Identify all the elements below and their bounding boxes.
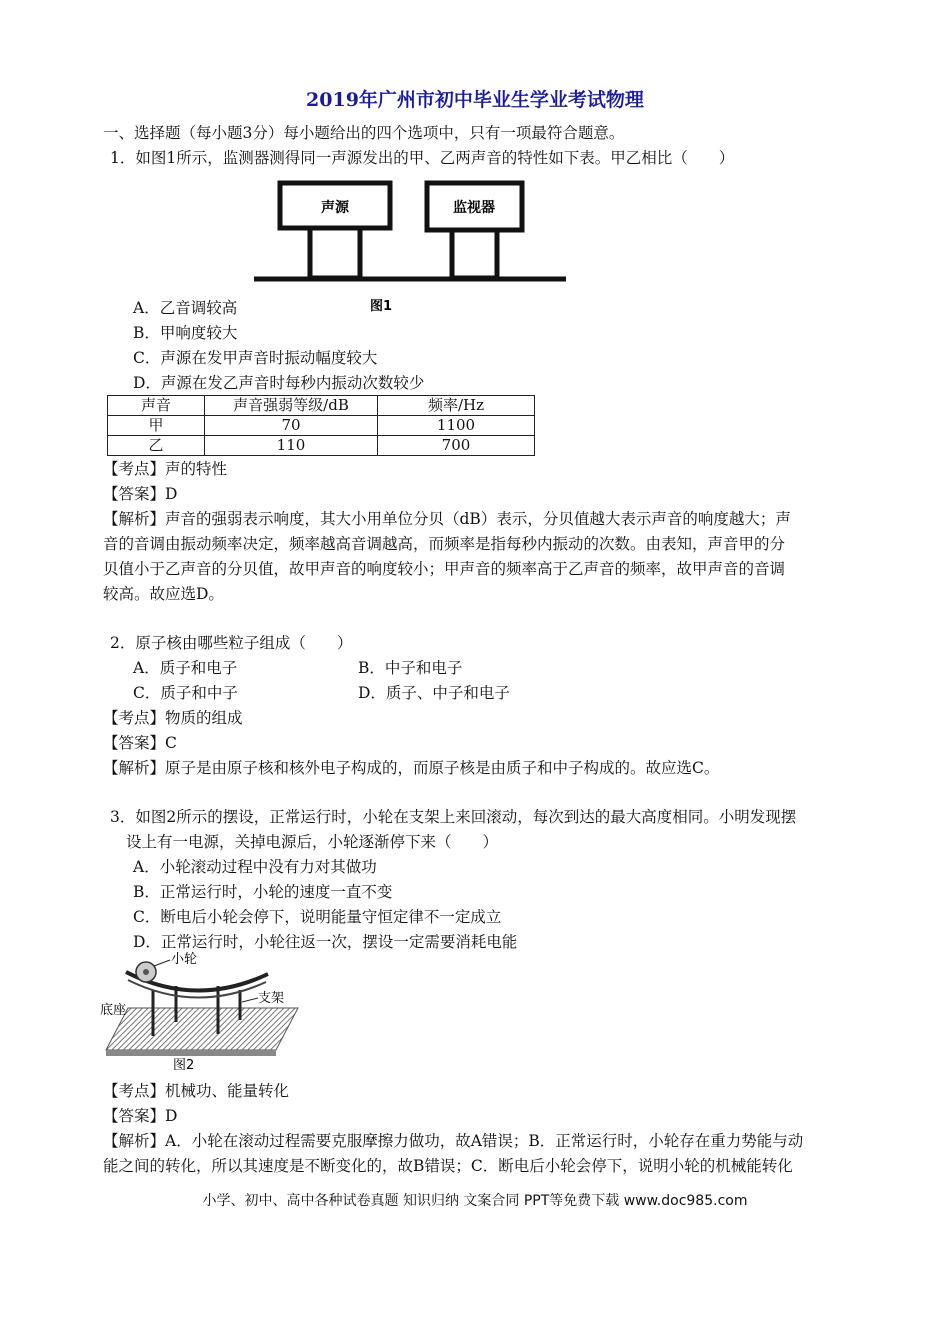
fig2-caption: 图2 — [173, 1058, 195, 1070]
table-cell: 乙 — [108, 436, 205, 456]
base-slab — [106, 1008, 298, 1050]
fig2-label-wheel: 小轮 — [171, 952, 198, 967]
table-cell: 700 — [378, 436, 535, 456]
q3-answer: 【答案】D — [103, 1107, 178, 1125]
q2-analysis: 【解析】原子是由原子核和核外电子构成的，而原子核是由质子和中子构成的。故应选C。 — [103, 759, 720, 777]
sound-source-stand — [310, 228, 360, 278]
q1-analysis-line: 较高。故应选D。 — [103, 585, 224, 603]
q2-option-d: D．质子、中子和电子 — [358, 684, 510, 702]
q3-option-c: C．断电后小轮会停下，说明能量守恒定律不一定成立 — [133, 908, 502, 926]
q2-answer: 【答案】C — [103, 734, 177, 752]
sound-table — [107, 395, 535, 456]
q1-option-a: A．乙音调较高 — [133, 299, 238, 317]
fig1-label-monitor: 监视器 — [453, 200, 495, 216]
page-footer: 小学、初中、高中各种试卷真题 知识归纳 文案合同 PPT等免费下载 www.doc985.com — [202, 1193, 748, 1209]
table-header: 声音 — [108, 396, 205, 416]
table-header: 频率/Hz — [378, 396, 535, 416]
q1-kaodian: 【考点】声的特性 — [103, 460, 228, 478]
fig2-label-support: 支架 — [258, 991, 285, 1006]
q3-stem-line: 设上有一电源，关掉电源后，小轮逐渐停下来（ ） — [126, 833, 499, 851]
q2-option-a: A．质子和电子 — [133, 659, 238, 677]
q1-analysis-line: 【解析】声音的强弱表示响度，其大小用单位分贝（dB）表示，分贝值越大表示声音的响度越大；声 — [103, 510, 791, 528]
q3-analysis-line: 能之间的转化，所以其速度是不断变化的，故B错误；C．断电后小轮会停下，说明小轮的机械能转化 — [103, 1157, 793, 1175]
q3-analysis-line: 【解析】A．小轮在滚动过程需要克服摩擦力做功，故A错误；B．正常运行时，小轮存在重力势能与动 — [103, 1132, 804, 1150]
q2-kaodian: 【考点】物质的组成 — [103, 709, 243, 727]
table-cell: 70 — [205, 416, 378, 436]
q1-analysis-line: 贝值小于乙声音的分贝值，故甲声音的响度较小；甲声音的频率高于乙声音的频率，故甲声音的音调 — [103, 560, 786, 578]
table-cell: 1100 — [378, 416, 535, 436]
table-header: 声音强弱等级/dB — [205, 396, 378, 416]
monitor-stand — [452, 230, 497, 278]
q1-option-b: B．甲响度较大 — [133, 324, 238, 342]
page-title: 2019年广州市初中毕业生学业考试物理 — [306, 89, 644, 111]
table-header-row — [108, 396, 535, 416]
q3-option-b: B．正常运行时，小轮的速度一直不变 — [133, 883, 393, 901]
fig1-label-source: 声源 — [321, 200, 349, 216]
q3-kaodian: 【考点】机械功、能量转化 — [103, 1082, 290, 1100]
q1-stem: 1．如图1所示，监测器测得同一声源发出的甲、乙两声音的特性如下表。甲乙相比（ ） — [110, 149, 735, 167]
q2-option-c: C．质子和中子 — [133, 684, 238, 702]
q1-answer: 【答案】D — [103, 485, 178, 503]
q2-option-b: B．中子和电子 — [358, 659, 463, 677]
base-edge — [106, 1050, 276, 1056]
table-cell: 甲 — [108, 416, 205, 436]
q1-option-c: C．声源在发甲声音时振动幅度较大 — [133, 349, 378, 367]
table-row — [108, 416, 535, 436]
fig2-label-base: 底座 — [100, 1003, 127, 1018]
table-cell: 110 — [205, 436, 378, 456]
table-row — [108, 436, 535, 456]
fig1-caption: 图1 — [369, 299, 393, 314]
q1-option-d: D．声源在发乙声音时每秒内振动次数较少 — [133, 374, 425, 392]
q1-analysis-line: 音的音调由振动频率决定，频率越高音调越高，而频率是指每秒内振动的次数。由表知，声音甲的分 — [103, 535, 786, 553]
q3-option-d: D．正常运行时，小轮往返一次，摆设一定需要消耗电能 — [133, 933, 518, 951]
figure-2 — [98, 950, 318, 1070]
wheel-hub — [143, 969, 149, 975]
figure-1 — [250, 175, 570, 317]
q3-option-a: A．小轮滚动过程中没有力对其做功 — [133, 858, 377, 876]
q3-stem-line: 3．如图2所示的摆设，正常运行时，小轮在支架上来回滚动，每次到达的最大高度相同。小明发现摆 — [110, 808, 797, 826]
q2-stem: 2．原子核由哪些粒子组成（ ） — [110, 634, 353, 652]
section-heading: 一、选择题（每小题3分）每小题给出的四个选项中，只有一项最符合题意。 — [103, 124, 625, 142]
